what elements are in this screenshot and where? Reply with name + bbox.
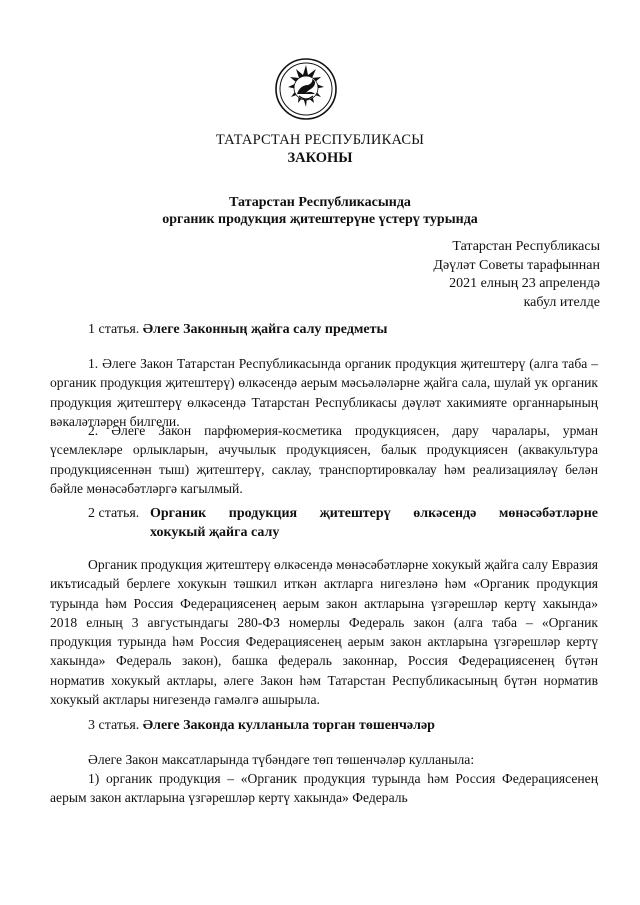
adoption-line1: Татарстан Республикасы <box>452 239 600 254</box>
article3-paragraph2: 1) органик продукция – «Органик продукция турында һәм Россия Федерациясенең аерым закон актларына үзгәрешләр кертү хакында» Федераль <box>50 771 598 806</box>
article3-paragraph1: Әлеге Закон максатларында түбәндәге төп төшенчәләр кулланыла: <box>88 752 475 767</box>
article1-title: Әлеге Законның җайга салу предметы <box>142 322 388 337</box>
article1-heading <box>88 322 387 338</box>
article2-title-line1: Органик продукция җитештерү өлкәсендә мөнәсәбәтләрне <box>150 506 598 521</box>
article1-paragraph2: 2. Әлеге Закон парфюмерия-косметика продукциясен, дару чаралары, урман үсемлекләре орлыкларын, ачучылык продукциясен, балык продукциясен (аквакультура продукциясеннән тыш) җитештерү, саклау, транспортировкалау һәм реализацияләү белән бәйле мөнәсәбәтләргә кагылмый. <box>50 423 598 496</box>
article1-number: 1 статья. <box>88 322 140 337</box>
adoption-line2: Дәүләт Советы тарафыннан <box>433 257 600 273</box>
article2-title-line2: хокукый җайга салу <box>150 524 280 540</box>
adoption-line4: кабул ителде <box>523 294 600 310</box>
coat-of-arms-emblem <box>275 58 337 120</box>
article3-title: Әлеге Законда кулланыла торган төшенчәләр <box>142 718 435 733</box>
article2-title <box>150 505 598 542</box>
law-title-line2: органик продукция җитештерүне үстерү турында <box>162 212 478 227</box>
article2-paragraph1: Органик продукция җитештерү өлкәсендә мөнәсәбәтләрне хокукый җайга салу Евразия икътисадый берлеге хокукын тәшкил иткән актларга нигезләнә һәм «Органик продукция турында һәм Россия Федерациясенең аерым закон актларына үзгәрешләр кертү хакында» 2018 елның 3 августындагы 280-ФЗ номерлы Федераль закон (алга таба – «Органик продукция турында һәм Россия Федерациясенең аерым закон актларына үзгәрешләр кертү хакында» Федераль закон), башка федераль законнар, Россия Федерациясенең бүтән норматив хокукый актлары, әлеге Закон һәм Татарстан Республикасының бүтән норматив хокукый актлары нигезендә гамәлгә ашырыла. <box>50 557 598 708</box>
article3-heading <box>88 718 435 734</box>
article2-number: 2 статья. <box>88 506 140 521</box>
adoption-line3: 2021 елның 23 апрелендә <box>449 276 600 291</box>
article1-paragraph1: 1. Әлеге Закон Татарстан Республикасында органик продукция җитештерү (алга таба – органик продукция җитештерү) өлкәсендә аерым мәсьәләләрне җайга сала, шулай ук органик продукция җитештерү өлкәсендә Татарстан Республикасы дәүләт хакимияте органнарының вәкаләтләрен билгели. <box>50 356 598 429</box>
article3-number: 3 статья. <box>88 718 140 733</box>
header-republic: ТАТАРСТАН РЕСПУБЛИКАСЫ <box>215 132 425 148</box>
adoption-block <box>433 238 600 312</box>
law-title-line1: Татарстан Республикасында <box>229 195 411 210</box>
header-doc-type: ЗАКОНЫ <box>287 150 353 166</box>
